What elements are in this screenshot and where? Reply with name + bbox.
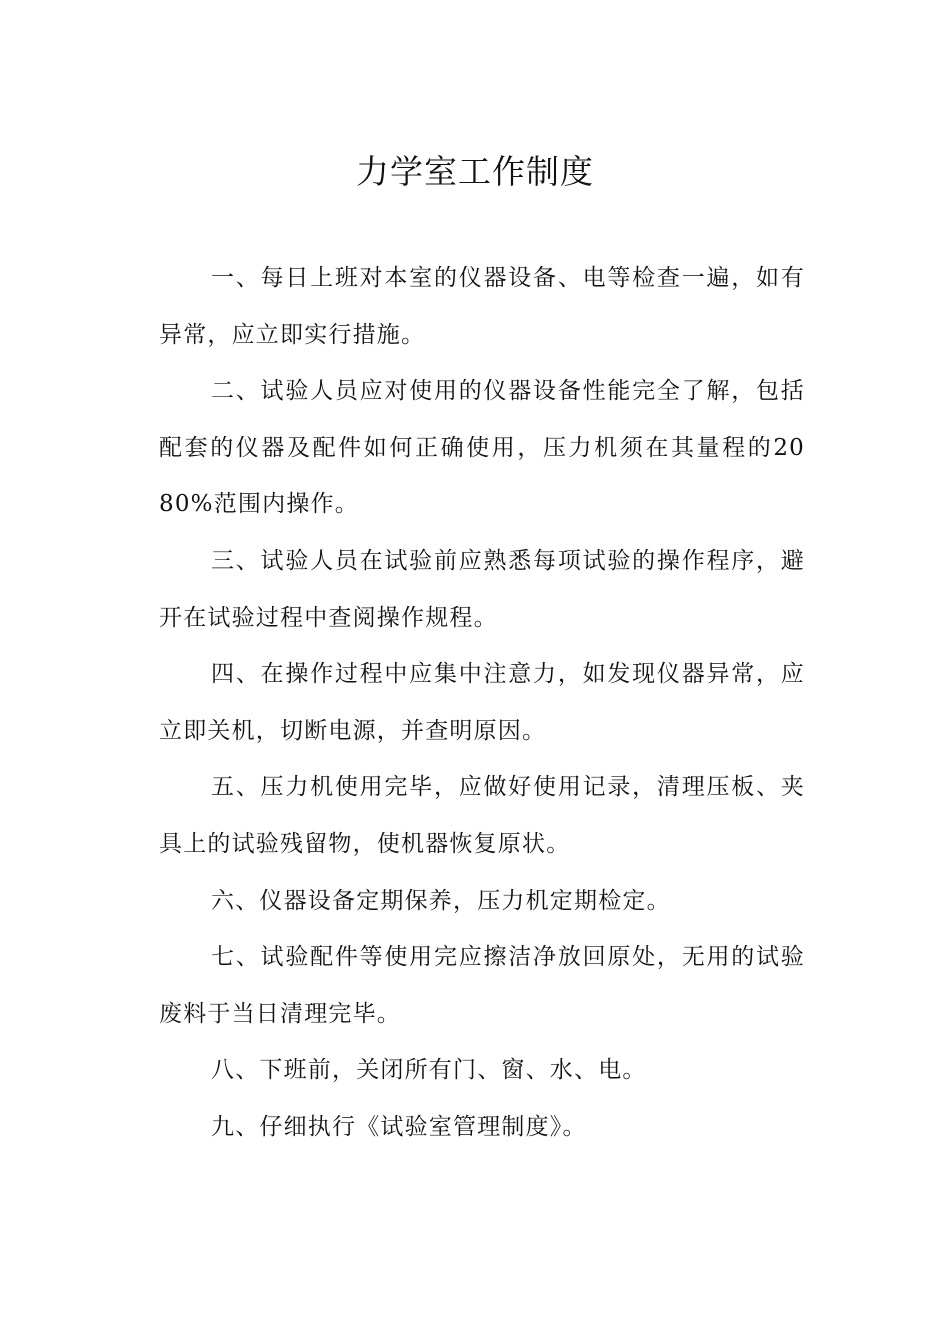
rule-paragraph-5: 五、压力机使用完毕，应做好使用记录，清理压板、夹具上的试验残留物，使机器恢复原状。: [159, 774, 805, 857]
rule-paragraph-6: 六、仪器设备定期保养，压力机定期检定。: [211, 887, 671, 914]
rule-paragraph-8: 八、下班前，关闭所有门、窗、水、电。: [211, 1057, 647, 1084]
rule-paragraph-2: 二、试验人员应对使用的仪器设备性能完全了解，包括配套的仪器及配件如何正确使用，压力机须在其量程的20 80%范围内操作。: [159, 378, 805, 518]
document-title: 力学室工作制度: [356, 152, 594, 191]
rule-paragraph-7: 七、试验配件等使用完应擦洁净放回原处，无用的试验废料于当日清理完毕。: [159, 944, 805, 1027]
rule-paragraph-4: 四、在操作过程中应集中注意力，如发现仪器异常，应立即关机，切断电源，并查明原因。: [159, 661, 805, 744]
rule-paragraph-9: 九、仔细执行《试验室管理制度》。: [211, 1113, 587, 1140]
document-body: [159, 250, 805, 1156]
rule-paragraph-1: 一、每日上班对本室的仪器设备、电等检查一遍，如有异常，应立即实行措施。: [159, 265, 805, 348]
rule-paragraph-3: 三、试验人员在试验前应熟悉每项试验的操作程序，避开在试验过程中查阅操作规程。: [159, 547, 805, 631]
